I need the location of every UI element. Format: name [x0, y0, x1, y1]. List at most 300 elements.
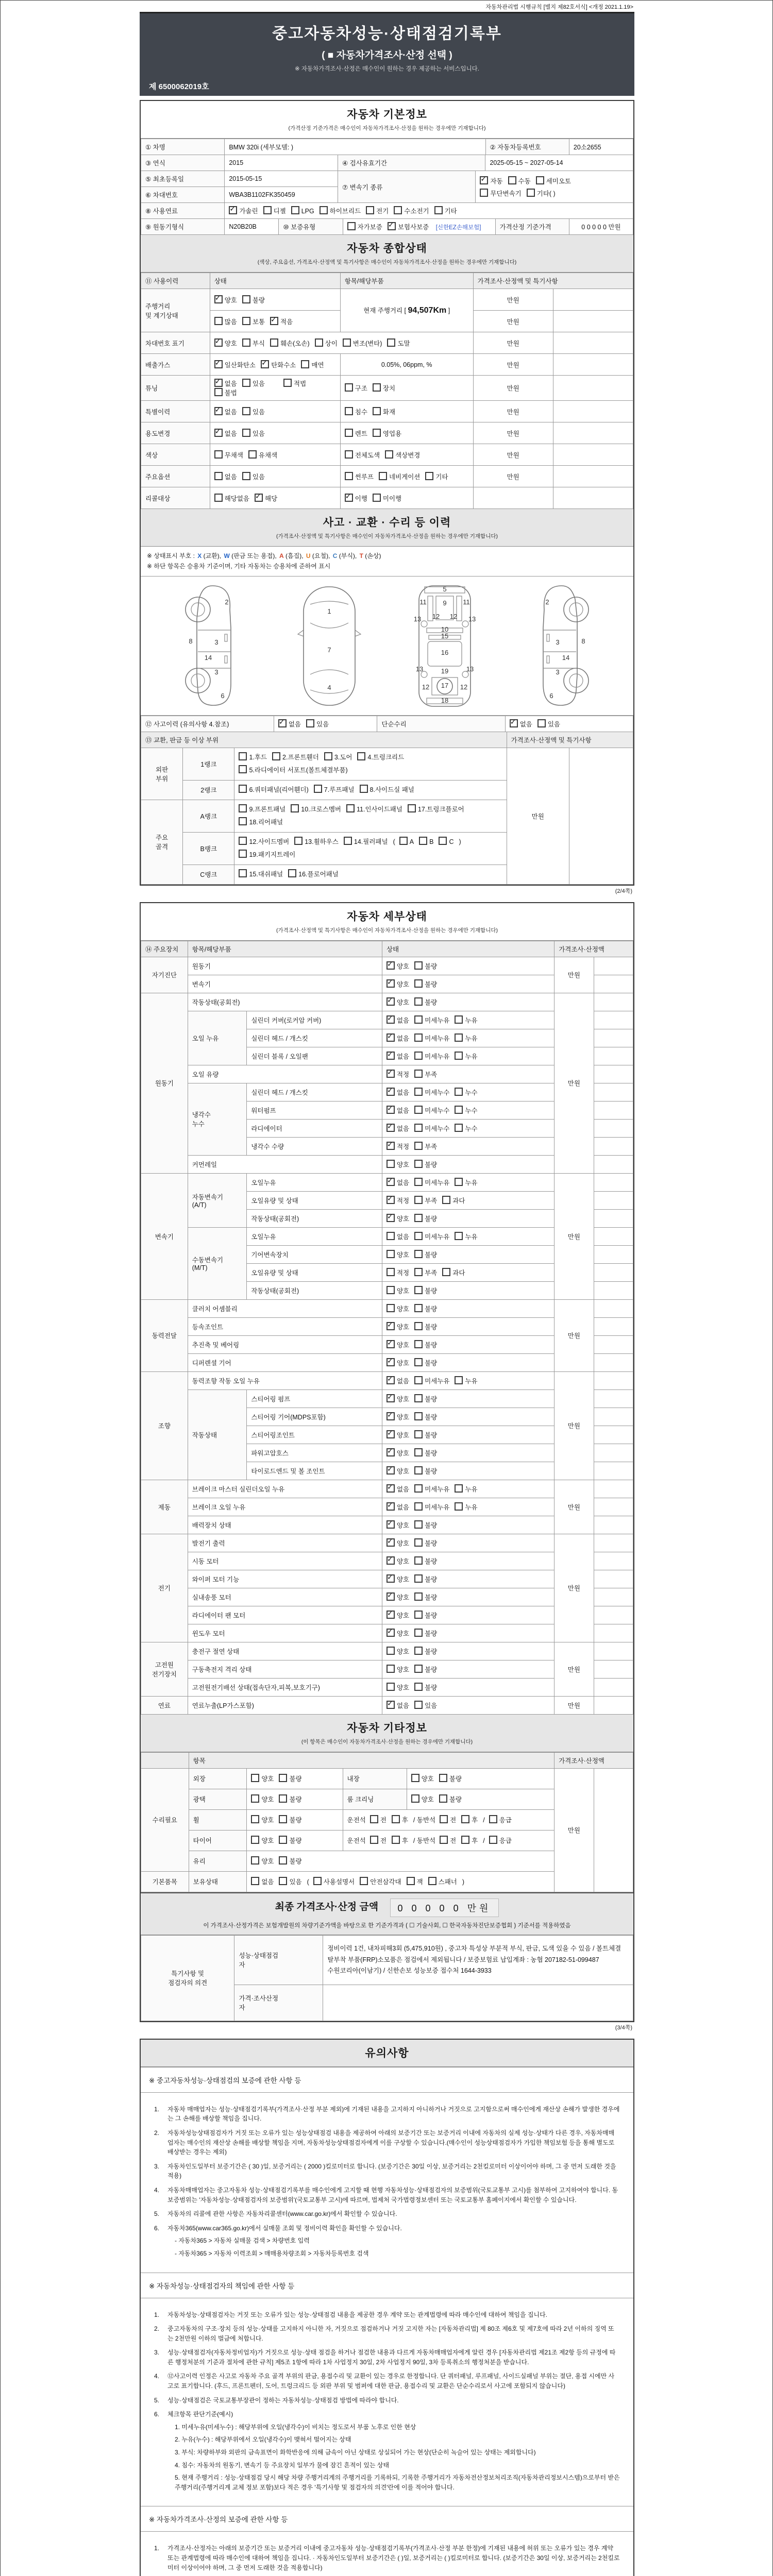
checkbox-icon[interactable] [414, 1701, 423, 1709]
checkbox-checked-icon[interactable] [214, 360, 223, 368]
checkbox-option[interactable]: 양호 [386, 1286, 409, 1295]
checkbox-option[interactable]: ✓ 적정 [386, 1070, 409, 1079]
checkbox-option[interactable]: 불량 [414, 1340, 437, 1349]
checkbox-option[interactable]: 불량 [414, 961, 437, 971]
checkbox-icon[interactable] [386, 1665, 395, 1673]
checkbox-option[interactable]: 불량 [279, 1794, 301, 1804]
checkbox-option[interactable]: 있음 [537, 719, 560, 728]
checkbox-option[interactable]: 미세누수 [414, 1088, 449, 1097]
checkbox-icon[interactable] [242, 338, 250, 347]
checkbox-icon[interactable] [455, 1033, 463, 1042]
checkbox-icon[interactable] [386, 1250, 395, 1258]
checkbox-option[interactable]: 스패너 [428, 1877, 457, 1886]
checkbox-icon[interactable] [414, 1484, 423, 1493]
checkbox-option[interactable]: 훼손(오손) [270, 338, 310, 348]
checkbox-icon[interactable] [414, 1412, 423, 1420]
checkbox-checked-icon[interactable] [214, 295, 223, 303]
checkbox-option[interactable]: 있음 [242, 429, 265, 438]
checkbox-checked-icon[interactable] [386, 1430, 395, 1438]
checkbox-option[interactable]: 기타 [434, 206, 457, 215]
checkbox-option[interactable]: ✓ 양호 [386, 1520, 409, 1530]
checkbox-option[interactable]: 사용설명서 [313, 1877, 355, 1886]
checkbox-option[interactable]: ✓ 양호 [386, 1430, 409, 1439]
checkbox-icon[interactable] [386, 1268, 395, 1276]
checkbox-icon[interactable] [414, 1394, 423, 1402]
checkbox-checked-icon[interactable] [270, 317, 278, 325]
checkbox-option[interactable]: ✓ 양호 [386, 1611, 409, 1620]
checkbox-icon[interactable] [239, 785, 247, 793]
checkbox-option[interactable]: 수소전기 [394, 206, 429, 215]
checkbox-option[interactable]: 네비게이션 [379, 472, 420, 481]
checkbox-option[interactable]: 적법 [283, 379, 306, 388]
checkbox-checked-icon[interactable] [386, 1502, 395, 1511]
checkbox-option[interactable]: 있음 [242, 472, 265, 481]
checkbox-option[interactable]: 누유 [455, 1376, 477, 1385]
checkbox-icon[interactable] [425, 472, 433, 480]
checkbox-option[interactable]: ✓ 양호 [386, 1412, 409, 1421]
checkbox-option[interactable]: 매연 [301, 360, 324, 369]
checkbox-option[interactable]: 응급 [489, 1836, 512, 1845]
checkbox-option[interactable]: 미세누유 [414, 1232, 449, 1241]
checkbox-icon[interactable] [428, 1877, 436, 1885]
checkbox-icon[interactable] [386, 1232, 395, 1240]
checkbox-option[interactable]: 응급 [489, 1815, 512, 1824]
checkbox-checked-icon[interactable] [386, 1412, 395, 1420]
checkbox-icon[interactable] [214, 388, 223, 396]
checkbox-icon[interactable] [455, 1124, 463, 1132]
checkbox-icon[interactable] [414, 979, 423, 988]
checkbox-option[interactable]: 미세누유 [414, 1376, 449, 1385]
checkbox-option[interactable]: 있음 [242, 407, 265, 416]
checkbox-option[interactable]: 불량 [414, 1629, 437, 1638]
checkbox-checked-icon[interactable] [386, 1592, 395, 1601]
checkbox-option[interactable]: 부족 [414, 1196, 437, 1205]
checkbox-option[interactable]: 미세누유 [414, 1033, 449, 1043]
checkbox-icon[interactable] [527, 189, 535, 197]
checkbox-option[interactable]: 전 [370, 1815, 386, 1824]
checkbox-checked-icon[interactable] [386, 1556, 395, 1565]
checkbox-option[interactable]: 불법 [214, 388, 237, 397]
checkbox-option[interactable]: 14.필러패널 [344, 836, 388, 849]
checkbox-checked-icon[interactable] [386, 1358, 395, 1366]
checkbox-icon[interactable] [242, 317, 250, 325]
checkbox-option[interactable]: 누유 [455, 1033, 477, 1043]
checkbox-checked-icon[interactable] [386, 1701, 395, 1709]
checkbox-checked-icon[interactable] [214, 429, 223, 437]
checkbox-icon[interactable] [251, 1815, 259, 1823]
checkbox-icon[interactable] [440, 1815, 448, 1823]
checkbox-option[interactable]: 전기 [366, 206, 389, 215]
checkbox-option[interactable]: 불량 [414, 1160, 437, 1169]
checkbox-option[interactable]: 불량 [414, 1448, 437, 1458]
checkbox-option[interactable]: 영업용 [373, 429, 401, 438]
checkbox-option[interactable]: 불량 [414, 1394, 437, 1403]
checkbox-option[interactable]: 양호 [386, 1647, 409, 1656]
checkbox-icon[interactable] [392, 1815, 400, 1823]
checkbox-icon[interactable] [251, 1794, 259, 1803]
checkbox-option[interactable]: ✓ 양호 [386, 1340, 409, 1349]
checkbox-option[interactable]: 부식 [242, 338, 265, 348]
checkbox-option[interactable]: 양호 [386, 1304, 409, 1313]
checkbox-checked-icon[interactable] [386, 1322, 395, 1330]
checkbox-icon[interactable] [346, 804, 355, 812]
checkbox-option[interactable]: ✓ 없음 [386, 1106, 409, 1115]
checkbox-icon[interactable] [315, 338, 323, 347]
checkbox-icon[interactable] [455, 1106, 463, 1114]
checkbox-icon[interactable] [214, 472, 223, 480]
checkbox-icon[interactable] [251, 1836, 259, 1844]
checkbox-option[interactable]: ✓ 없음 [386, 1015, 409, 1025]
checkbox-icon[interactable] [414, 1611, 423, 1619]
checkbox-option[interactable]: 세미오토 [536, 176, 571, 185]
checkbox-checked-icon[interactable] [386, 1088, 395, 1096]
checkbox-icon[interactable] [414, 1376, 423, 1384]
checkbox-option[interactable]: 불량 [414, 1556, 437, 1566]
checkbox-icon[interactable] [399, 837, 408, 845]
checkbox-option[interactable]: 침수 [345, 407, 367, 416]
checkbox-option[interactable]: 불량 [414, 1520, 437, 1530]
checkbox-icon[interactable] [386, 1304, 395, 1312]
checkbox-icon[interactable] [392, 1836, 400, 1844]
checkbox-option[interactable]: 3.도어 [324, 751, 352, 764]
checkbox-option[interactable]: ✓ 보험사보증 [388, 222, 429, 231]
checkbox-icon[interactable] [301, 360, 309, 368]
checkbox-option[interactable]: 불량 [439, 1774, 462, 1783]
checkbox-option[interactable]: 기타( ) [527, 189, 556, 198]
checkbox-icon[interactable] [345, 407, 353, 415]
checkbox-icon[interactable] [414, 1160, 423, 1168]
checkbox-option[interactable]: 11.인사이드패널 [346, 803, 402, 816]
checkbox-icon[interactable] [242, 472, 250, 480]
checkbox-icon[interactable] [411, 1794, 419, 1803]
checkbox-icon[interactable] [279, 1856, 287, 1865]
checkbox-icon[interactable] [214, 450, 223, 459]
checkbox-option[interactable]: 전체도색 [345, 450, 380, 460]
checkbox-option[interactable]: 불량 [279, 1774, 301, 1783]
checkbox-option[interactable]: 2.프론트휀더 [272, 751, 319, 764]
checkbox-icon[interactable] [263, 206, 272, 214]
checkbox-icon[interactable] [345, 472, 353, 480]
checkbox-icon[interactable] [414, 1124, 423, 1132]
checkbox-option[interactable]: ✓ 없음 [214, 407, 237, 416]
checkbox-checked-icon[interactable] [386, 1340, 395, 1348]
checkbox-option[interactable]: 19.패키지트레이 [239, 849, 295, 861]
checkbox-icon[interactable] [414, 1647, 423, 1655]
checkbox-icon[interactable] [414, 1015, 423, 1024]
checkbox-option[interactable]: 있음 [242, 379, 265, 388]
checkbox-checked-icon[interactable] [386, 1070, 395, 1078]
checkbox-checked-icon[interactable] [386, 1142, 395, 1150]
checkbox-icon[interactable] [414, 1430, 423, 1438]
checkbox-option[interactable]: 18.리어패널 [239, 816, 283, 829]
checkbox-icon[interactable] [279, 1794, 287, 1803]
checkbox-option[interactable]: ✓ 양호 [386, 1358, 409, 1367]
checkbox-icon[interactable] [455, 1088, 463, 1096]
checkbox-checked-icon[interactable] [510, 719, 518, 727]
checkbox-icon[interactable] [414, 1556, 423, 1565]
checkbox-option[interactable]: 15.대쉬패널 [239, 868, 283, 881]
checkbox-checked-icon[interactable] [386, 1484, 395, 1493]
checkbox-icon[interactable] [272, 752, 280, 760]
checkbox-icon[interactable] [344, 837, 352, 845]
checkbox-icon[interactable] [537, 719, 546, 727]
checkbox-icon[interactable] [414, 1070, 423, 1078]
checkbox-icon[interactable] [411, 1774, 419, 1782]
checkbox-icon[interactable] [414, 1033, 423, 1042]
checkbox-option[interactable]: ✓ 없음 [386, 1088, 409, 1097]
checkbox-icon[interactable] [320, 206, 328, 214]
checkbox-option[interactable]: 불량 [414, 1250, 437, 1259]
checkbox-icon[interactable] [414, 1322, 423, 1330]
checkbox-option[interactable]: ✓ 적정 [386, 1196, 409, 1205]
checkbox-icon[interactable] [288, 869, 296, 877]
checkbox-icon[interactable] [373, 407, 381, 415]
checkbox-option[interactable]: A [399, 836, 414, 849]
checkbox-option[interactable]: 누유 [455, 1484, 477, 1494]
checkbox-icon[interactable] [357, 752, 365, 760]
checkbox-icon[interactable] [239, 804, 247, 812]
checkbox-icon[interactable] [360, 1877, 368, 1885]
checkbox-option[interactable]: 과다 [442, 1196, 465, 1205]
checkbox-option[interactable]: 불량 [439, 1794, 462, 1804]
checkbox-option[interactable]: ✓ 없음 [386, 1484, 409, 1494]
checkbox-option[interactable]: 17.트렁크플로어 [408, 803, 464, 816]
checkbox-icon[interactable] [414, 997, 423, 1006]
checkbox-option[interactable]: 양호 [251, 1794, 274, 1804]
checkbox-option[interactable]: 불량 [414, 1647, 437, 1656]
checkbox-icon[interactable] [373, 494, 381, 502]
checkbox-option[interactable]: 불량 [414, 1538, 437, 1548]
checkbox-icon[interactable] [455, 1484, 463, 1493]
checkbox-option[interactable]: 누유 [455, 1015, 477, 1025]
checkbox-option[interactable]: 많음 [214, 317, 237, 326]
checkbox-icon[interactable] [489, 1836, 497, 1844]
checkbox-option[interactable]: 미세누유 [414, 1015, 449, 1025]
checkbox-option[interactable]: 부족 [414, 1142, 437, 1151]
checkbox-option[interactable]: ✓ 없음 [278, 719, 301, 728]
checkbox-option[interactable]: ✓없음 [214, 379, 237, 388]
checkbox-icon[interactable] [242, 429, 250, 437]
checkbox-option[interactable]: ✓ 양호 [386, 979, 409, 989]
checkbox-icon[interactable] [239, 850, 247, 858]
checkbox-option[interactable]: 구조 [345, 383, 367, 393]
checkbox-option[interactable]: 미세누수 [414, 1106, 449, 1115]
checkbox-option[interactable]: ✓ 양호 [386, 1538, 409, 1548]
checkbox-icon[interactable] [442, 1196, 450, 1204]
checkbox-option[interactable]: 화재 [373, 407, 395, 416]
checkbox-icon[interactable] [239, 869, 247, 877]
checkbox-option[interactable]: 불량 [414, 1466, 437, 1476]
checkbox-icon[interactable] [394, 206, 402, 214]
checkbox-option[interactable]: 하이브리드 [320, 206, 361, 215]
checkbox-option[interactable]: 9.프론트패널 [239, 803, 285, 816]
checkbox-icon[interactable] [455, 1376, 463, 1384]
checkbox-checked-icon[interactable] [386, 979, 395, 988]
checkbox-icon[interactable] [434, 206, 443, 214]
checkbox-checked-icon[interactable] [388, 222, 396, 230]
checkbox-option[interactable]: 불량 [279, 1856, 301, 1866]
checkbox-option[interactable]: 잭 [407, 1877, 423, 1886]
checkbox-option[interactable]: 불량 [279, 1815, 301, 1824]
checkbox-option[interactable]: 양호 [386, 1160, 409, 1169]
checkbox-icon[interactable] [480, 189, 488, 197]
checkbox-option[interactable]: ✓ 일산화탄소 [214, 360, 256, 369]
checkbox-option[interactable]: 12.사이드멤버 [239, 836, 289, 849]
checkbox-option[interactable]: 13.휠하우스 [294, 836, 339, 849]
checkbox-icon[interactable] [414, 1304, 423, 1312]
checkbox-option[interactable]: 불량 [279, 1836, 301, 1845]
checkbox-option[interactable]: 미세누유 [414, 1502, 449, 1512]
checkbox-icon[interactable] [439, 1774, 447, 1782]
checkbox-icon[interactable] [414, 1052, 423, 1060]
checkbox-option[interactable]: 5.라디에이터 서포트(볼트체결부품) [239, 764, 347, 777]
checkbox-icon[interactable] [536, 176, 544, 184]
checkbox-checked-icon[interactable] [386, 1106, 395, 1114]
checkbox-icon[interactable] [373, 383, 381, 392]
checkbox-icon[interactable] [279, 1877, 287, 1885]
checkbox-option[interactable]: 불량 [414, 1304, 437, 1313]
checkbox-option[interactable]: 불량 [414, 1592, 437, 1602]
checkbox-icon[interactable] [279, 1815, 287, 1823]
checkbox-option[interactable]: ✓ 양호 [386, 1394, 409, 1403]
checkbox-option[interactable]: ✓ 없음 [386, 1124, 409, 1133]
checkbox-icon[interactable] [414, 961, 423, 970]
checkbox-checked-icon[interactable] [386, 1394, 395, 1402]
checkbox-option[interactable]: 상이 [315, 338, 338, 348]
checkbox-option[interactable]: 렌트 [345, 429, 367, 438]
checkbox-icon[interactable] [414, 1665, 423, 1673]
checkbox-option[interactable]: 변조(변타) [343, 338, 382, 348]
checkbox-option[interactable]: 불량 [414, 1412, 437, 1421]
checkbox-icon[interactable] [251, 1856, 259, 1865]
checkbox-icon[interactable] [214, 494, 223, 502]
checkbox-icon[interactable] [440, 1836, 448, 1844]
checkbox-option[interactable]: 불량 [414, 1611, 437, 1620]
checkbox-option[interactable]: 후 [392, 1815, 408, 1824]
checkbox-option[interactable]: ✓ 양호 [386, 1214, 409, 1223]
checkbox-option[interactable]: ✓ 없음 [214, 429, 237, 438]
checkbox-icon[interactable] [385, 450, 393, 459]
checkbox-icon[interactable] [489, 1815, 497, 1823]
checkbox-icon[interactable] [345, 429, 353, 437]
checkbox-option[interactable]: 양호 [251, 1836, 274, 1845]
checkbox-icon[interactable] [419, 837, 427, 845]
checkbox-option[interactable]: 디젤 [263, 206, 286, 215]
checkbox-option[interactable]: 없음 [214, 472, 237, 481]
checkbox-icon[interactable] [345, 450, 353, 459]
checkbox-option[interactable]: 후 [461, 1836, 478, 1845]
checkbox-option[interactable]: 전 [440, 1836, 456, 1845]
checkbox-option[interactable]: 8.사이드실 패널 [360, 784, 414, 796]
checkbox-checked-icon[interactable] [214, 338, 223, 347]
checkbox-icon[interactable] [414, 1232, 423, 1240]
checkbox-option[interactable]: 미세누유 [414, 1178, 449, 1187]
checkbox-option[interactable]: ✓ 없음 [386, 1178, 409, 1187]
checkbox-option[interactable]: 누수 [455, 1124, 477, 1133]
checkbox-option[interactable]: ✓ 해당 [255, 494, 277, 503]
checkbox-option[interactable]: ✓ 이행 [345, 494, 367, 503]
checkbox-checked-icon[interactable] [386, 1196, 395, 1204]
checkbox-option[interactable]: ✓ 양호 [386, 1556, 409, 1566]
checkbox-option[interactable]: 불량 [414, 979, 437, 989]
checkbox-icon[interactable] [414, 1196, 423, 1204]
checkbox-option[interactable]: ✓ 양호 [386, 961, 409, 971]
checkbox-option[interactable]: 안전삼각대 [360, 1877, 401, 1886]
checkbox-checked-icon[interactable] [386, 1466, 395, 1475]
checkbox-option[interactable]: 도말 [387, 338, 410, 348]
checkbox-icon[interactable] [251, 1877, 259, 1885]
checkbox-icon[interactable] [414, 1178, 423, 1186]
checkbox-icon[interactable] [347, 222, 356, 230]
checkbox-icon[interactable] [248, 450, 257, 459]
checkbox-option[interactable]: 불량 [414, 1665, 437, 1674]
checkbox-checked-icon[interactable] [278, 719, 287, 727]
checkbox-option[interactable]: ✓ 적음 [270, 317, 293, 326]
checkbox-icon[interactable] [343, 338, 351, 347]
checkbox-option[interactable]: ✓ 없음 [510, 719, 532, 728]
checkbox-option[interactable]: 양호 [251, 1856, 274, 1866]
checkbox-option[interactable]: 있음 [279, 1877, 301, 1886]
checkbox-option[interactable]: 불량 [414, 1286, 437, 1295]
checkbox-icon[interactable] [414, 1592, 423, 1601]
checkbox-icon[interactable] [408, 804, 416, 812]
checkbox-option[interactable]: ✓ 탄화수소 [261, 360, 296, 369]
checkbox-icon[interactable] [508, 176, 516, 184]
checkbox-option[interactable]: 불량 [414, 1322, 437, 1331]
checkbox-option[interactable]: ✓ 없음 [386, 1502, 409, 1512]
checkbox-icon[interactable] [455, 1052, 463, 1060]
checkbox-option[interactable]: 전 [370, 1836, 386, 1845]
checkbox-icon[interactable] [283, 379, 292, 387]
checkbox-option[interactable]: 누유 [455, 1052, 477, 1061]
checkbox-icon[interactable] [414, 1683, 423, 1691]
checkbox-icon[interactable] [239, 837, 247, 845]
checkbox-checked-icon[interactable] [255, 494, 263, 502]
checkbox-option[interactable]: 부족 [414, 1070, 437, 1079]
checkbox-icon[interactable] [455, 1502, 463, 1511]
checkbox-checked-icon[interactable] [386, 1611, 395, 1619]
checkbox-option[interactable]: 미이행 [373, 494, 401, 503]
checkbox-option[interactable]: 미세누유 [414, 1052, 449, 1061]
checkbox-option[interactable]: 누유 [455, 1232, 477, 1241]
checkbox-option[interactable]: C [439, 836, 453, 849]
checkbox-option[interactable]: 유채색 [248, 450, 277, 460]
checkbox-option[interactable]: 있음 [306, 719, 329, 728]
checkbox-option[interactable]: 10.크로스멤버 [291, 803, 341, 816]
checkbox-checked-icon[interactable] [214, 379, 223, 387]
checkbox-icon[interactable] [387, 338, 395, 347]
checkbox-option[interactable]: 후 [461, 1815, 478, 1824]
checkbox-checked-icon[interactable] [386, 997, 395, 1006]
checkbox-option[interactable]: 양호 [386, 1250, 409, 1259]
checkbox-icon[interactable] [439, 1794, 447, 1803]
checkbox-option[interactable]: 기타 [425, 472, 448, 481]
checkbox-option[interactable]: 누수 [455, 1106, 477, 1115]
checkbox-icon[interactable] [442, 1268, 450, 1276]
checkbox-option[interactable]: ✓ 양호 [386, 1592, 409, 1602]
checkbox-icon[interactable] [414, 1106, 423, 1114]
checkbox-icon[interactable] [414, 1574, 423, 1583]
checkbox-option[interactable]: 해당없음 [214, 494, 249, 503]
checkbox-checked-icon[interactable] [386, 1538, 395, 1547]
checkbox-checked-icon[interactable] [386, 1376, 395, 1384]
checkbox-icon[interactable] [414, 1502, 423, 1511]
checkbox-option[interactable]: ✓자동 [480, 176, 502, 185]
checkbox-option[interactable]: 썬루프 [345, 472, 374, 481]
checkbox-option[interactable]: ✓ 양호 [386, 1574, 409, 1584]
checkbox-option[interactable]: 16.플로어패널 [288, 868, 339, 881]
checkbox-checked-icon[interactable] [386, 1448, 395, 1456]
